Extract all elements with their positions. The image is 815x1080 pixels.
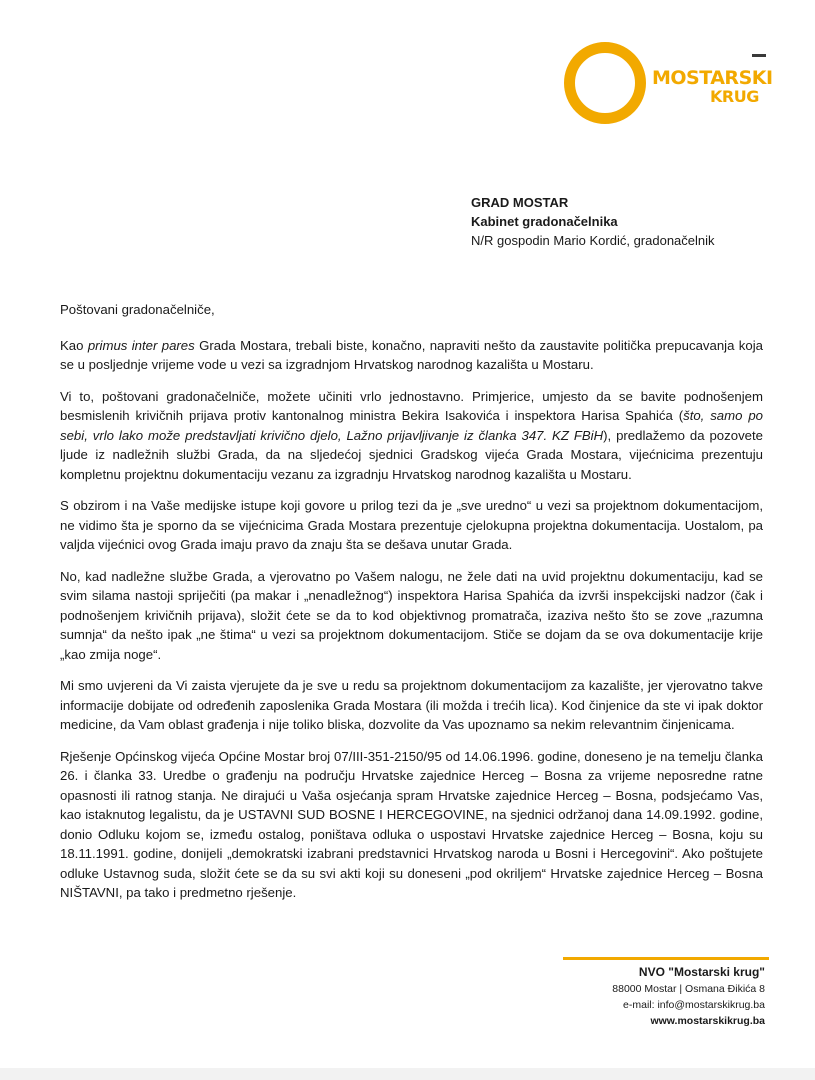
paragraph-5: Mi smo uvjereni da Vi zaista vjerujete da je sve u redu sa projektnom dokumentacijom za kazalište, jer vjerovatno takve informacije dobijate od određenih zaposlenika Grada Mostara (ili možda i trećih lica). Kod činjenice da ste vi ipak doktor medicine, da Vam oblast građenja i nije toliko bliska, dozvolite da Vas upoznamo sa nekim relevantnim činjenicama. bbox=[60, 678, 763, 732]
paragraph-1-rest: Grada Mostara, trebali biste, konačno, napraviti nešto da zaustavite politička prepucavanja koja se u posljednje vrijeme vode u vezi sa izgradnjom Hrvatskog narodnog kazališta u Mostaru. bbox=[60, 337, 763, 372]
footer-address: 88000 Mostar | Osmana Đikića 8 bbox=[612, 983, 765, 995]
paragraph-2 bbox=[60, 387, 763, 485]
footer-web: www.mostarskikrug.ba bbox=[650, 1015, 765, 1027]
addressee-person: N/R gospodin Mario Kordić, gradonačelnik bbox=[471, 233, 715, 248]
paragraph-2-italic: što, samo po sebi, vrlo lako može predstavljati krivično djelo, Lažno prijavljivanje iz članka 347. KZ FBiH bbox=[60, 408, 764, 443]
addressee-city: GRAD MOSTAR bbox=[471, 195, 569, 210]
addressee-office: Kabinet gradonačelnika bbox=[471, 214, 618, 229]
footer-divider bbox=[563, 957, 769, 960]
paragraph-1-prefix: Kao bbox=[60, 337, 88, 353]
footer-org: NVO "Mostarski krug" bbox=[638, 965, 765, 979]
logo-text-line2: KRUG bbox=[710, 87, 759, 106]
logo-text-line1: MOSTARSKI bbox=[652, 67, 773, 89]
logo-dash bbox=[752, 54, 766, 57]
addressee-block bbox=[471, 193, 715, 250]
paragraph-1 bbox=[60, 336, 763, 375]
mostarski-krug-logo bbox=[560, 42, 773, 122]
paragraph-4: No, kad nadležne službe Grada, a vjerovatno po Vašem nalogu, ne žele dati na uvid projektnu dokumentaciju, kad se svim silama nastoji spriječiti (pa makar i „nenadležnog“) inspektora Harisa Spahića da izvrši inspekcijski nadzor (čak i podnošenjem krivičnih prijava), složit ćete se da to kod objektivnog promatrača, izaziva nešto što se zove „razumna sumnja“ da nešto ipak „ne štima“ u vezi sa projektnom dokumentacijom. Stiče se dojam da se ova dokumentacije krije „kao zmija noge“. bbox=[60, 568, 763, 662]
paragraph-1-italic: primus inter pares bbox=[87, 337, 195, 353]
paragraph-2-rest: ), predlažemo da pozovete ljude iz nadležnih službi Grada, da na sljedećoj sjednici Gradskog vijeća Grada Mostara, vijećnicima prezentuju kompletnu projektnu dokumentaciju vezanu za izgradnju Hrvatskog narodnog kazališta u Mostaru. bbox=[60, 427, 763, 482]
footer-contact bbox=[612, 964, 765, 1029]
greeting: Poštovani gradonačelniče, bbox=[60, 302, 215, 317]
paragraph-6: Rješenje Općinskog vijeća Općine Mostar broj 07/III-351-2150/95 od 14.06.1996. godine, doneseno je na temelju članka 26. i članka 33. Uredbe o građenju na području Hrvatske zajednice Herceg – Bosna za vrijeme neposredne ratne opasnosti ili ratnog stanja. Ne dirajući u Vaša osjećanja spram Hrvatske zajednice Herceg – Bosna, podsjećamo Vas, kao istaknutog legalistu, da je USTAVNI SUD BOSNE I HERCEGOVINE, na sjednici održanoj dana 14.09.1992. godine, donio Odluku kojom se, između ostalog, poništava odluka o uspostavi Hrvatske zajednice Herceg – Bosna, koju su 18.11.1991. godine, donijeli „demokratski izabrani predstavnici Hrvatskog naroda u Bosni i Hercegovini“. Ako poštujete odluke Ustavnog suda, složit ćete se da su svi akti koji su doneseni „pod okriljem“ Hrvatske zajednice Herceg – Bosna NIŠTAVNI, pa tako i predmetno rješenje. bbox=[60, 748, 763, 900]
paragraph-2-prefix: Vi to, poštovani gradonačelniče, možete učiniti vrlo jednostavno. Primjerice, umjesto da se bavite podnošenjem besmislenih krivičnih prijava protiv kantonalnog ministra Bekira Isakovića i inspektora Harisa Spahića ( bbox=[60, 388, 763, 423]
letter-body bbox=[60, 300, 763, 915]
logo-ring-icon bbox=[564, 42, 646, 124]
paragraph-3: S obzirom i na Vaše medijske istupe koji govore u prilog tezi da je „sve uredno“ u vezi sa projektnom dokumentacijom, ne vidimo šta je sporno da se vijećnicima Grada Mostara prezentuje cjelokupna projektna dokumentacija. Uostalom, pa valjda vijećnici ovog Grada imaju pravo da znaju šta se dešava unutar Grada. bbox=[60, 498, 763, 552]
footer-email: e-mail: info@mostarskikrug.ba bbox=[623, 999, 765, 1011]
